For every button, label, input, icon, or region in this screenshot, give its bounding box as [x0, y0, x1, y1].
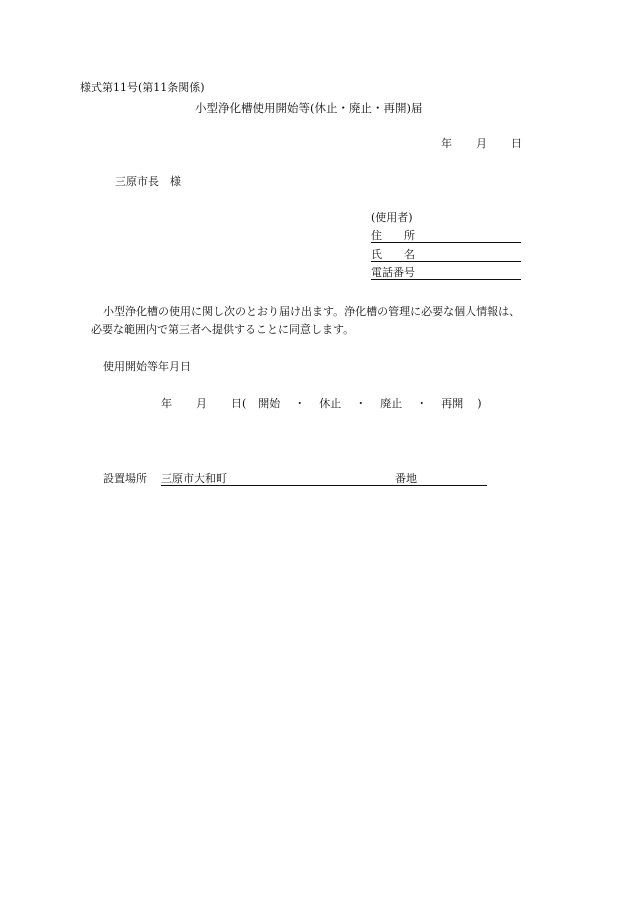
start-day: 日( — [231, 397, 247, 410]
name-label: 氏 名 — [371, 248, 415, 261]
date-day: 日 — [511, 137, 522, 150]
body-line-1: 小型浄化槽の使用に関し次のとおり届け出ます。浄化槽の管理に必要な個人情報は、 — [103, 305, 521, 318]
start-year: 年 — [161, 397, 172, 410]
body-line-2: 必要な範囲内で第三者へ提供することに同意します。 — [91, 323, 355, 336]
location-field[interactable] — [161, 485, 487, 486]
option-resume[interactable]: 再開 — [441, 397, 464, 410]
separator-3: ・ — [416, 397, 428, 410]
applicant-heading: (使用者) — [371, 211, 413, 224]
start-date-row — [161, 397, 482, 411]
location-label: 設置場所 — [103, 472, 147, 485]
location-lot: 番地 — [395, 472, 417, 485]
start-date-label: 使用開始等年月日 — [103, 360, 191, 373]
separator-1: ・ — [294, 397, 306, 410]
name-field[interactable] — [371, 261, 521, 262]
option-suspend[interactable]: 休止 — [319, 397, 342, 410]
separator-2: ・ — [355, 397, 367, 410]
date-year: 年 — [441, 137, 452, 150]
close-paren: ) — [477, 397, 482, 410]
location-city: 三原市大和町 — [161, 472, 227, 485]
address-label: 住 所 — [371, 229, 415, 242]
start-month: 月 — [196, 397, 207, 410]
option-abolish[interactable]: 廃止 — [380, 397, 403, 410]
submission-date — [441, 137, 522, 151]
phone-field[interactable] — [371, 279, 521, 280]
address-field[interactable] — [371, 242, 521, 243]
form-number: 様式第11号(第11条関係) — [80, 81, 205, 94]
option-start[interactable]: 開始 — [258, 397, 281, 410]
form-title: 小型浄化槽使用開始等(休止・廃止・再開)届 — [195, 101, 423, 115]
addressee: 三原市長 様 — [115, 175, 181, 188]
date-month: 月 — [476, 137, 487, 150]
phone-label: 電話番号 — [371, 266, 415, 279]
